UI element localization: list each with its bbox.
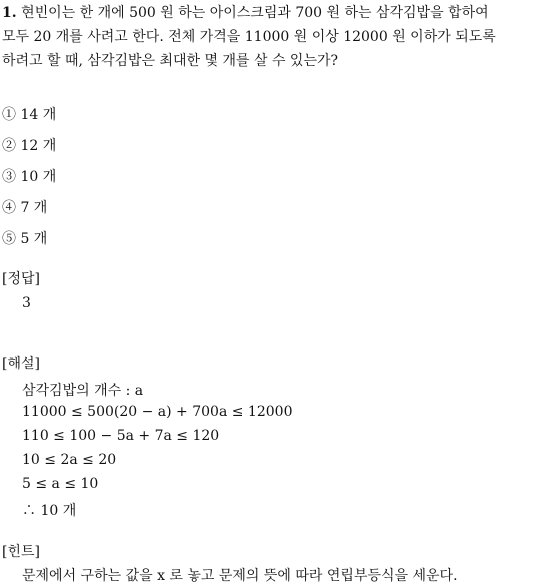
explanation-line-4: 10 ≤ 2a ≤ 20 [22,452,117,468]
choice-text: 14 개 [20,107,57,123]
choice-mark: ① [2,107,16,123]
choice-4[interactable] [2,197,47,217]
explanation-line-3: 110 ≤ 100 − 5a + 7a ≤ 120 [22,428,220,444]
answer-value: 3 [22,295,31,311]
choice-3[interactable] [2,166,56,186]
question-text-line-1: 현빈이는 한 개에 500 원 하는 아이스크림과 700 원 하는 삼각김밥을 합하여 [21,5,489,21]
choice-text: 7 개 [20,200,48,216]
explanation-line-6: ∴ 10 개 [22,503,77,519]
answer-label: [정답] [2,271,40,287]
explanation-line-5: 5 ≤ a ≤ 10 [22,476,99,492]
choice-5[interactable] [2,228,47,248]
choice-mark: ③ [2,169,16,185]
choice-mark: ④ [2,200,16,216]
hint-text: 문제에서 구하는 값을 x 로 놓고 문제의 뜻에 따라 연립부등식을 세운다. [22,568,458,584]
question-text-line-3: 하려고 할 때, 삼각김밥은 최대한 몇 개를 살 수 있는가? [2,53,339,69]
question-number: 1. [2,5,17,21]
question-text-line-2: 모두 20 개를 사려고 한다. 전체 가격을 11000 원 이상 12000 원 이하가 되도록 [2,29,496,45]
question-line-1 [2,2,489,22]
choice-mark: ⑤ [2,231,16,247]
choice-text: 5 개 [20,231,48,247]
choice-mark: ② [2,138,16,154]
explanation-line-2: 11000 ≤ 500(20 − a) + 700a ≤ 12000 [22,404,293,420]
choice-2[interactable] [2,135,56,155]
choice-1[interactable] [2,104,56,124]
explanation-label: [해설] [2,356,40,372]
choice-text: 10 개 [20,169,57,185]
hint-label: [힌트] [2,544,40,560]
explanation-line-1: 삼각김밥의 개수 : a [22,383,144,399]
choice-text: 12 개 [20,138,57,154]
